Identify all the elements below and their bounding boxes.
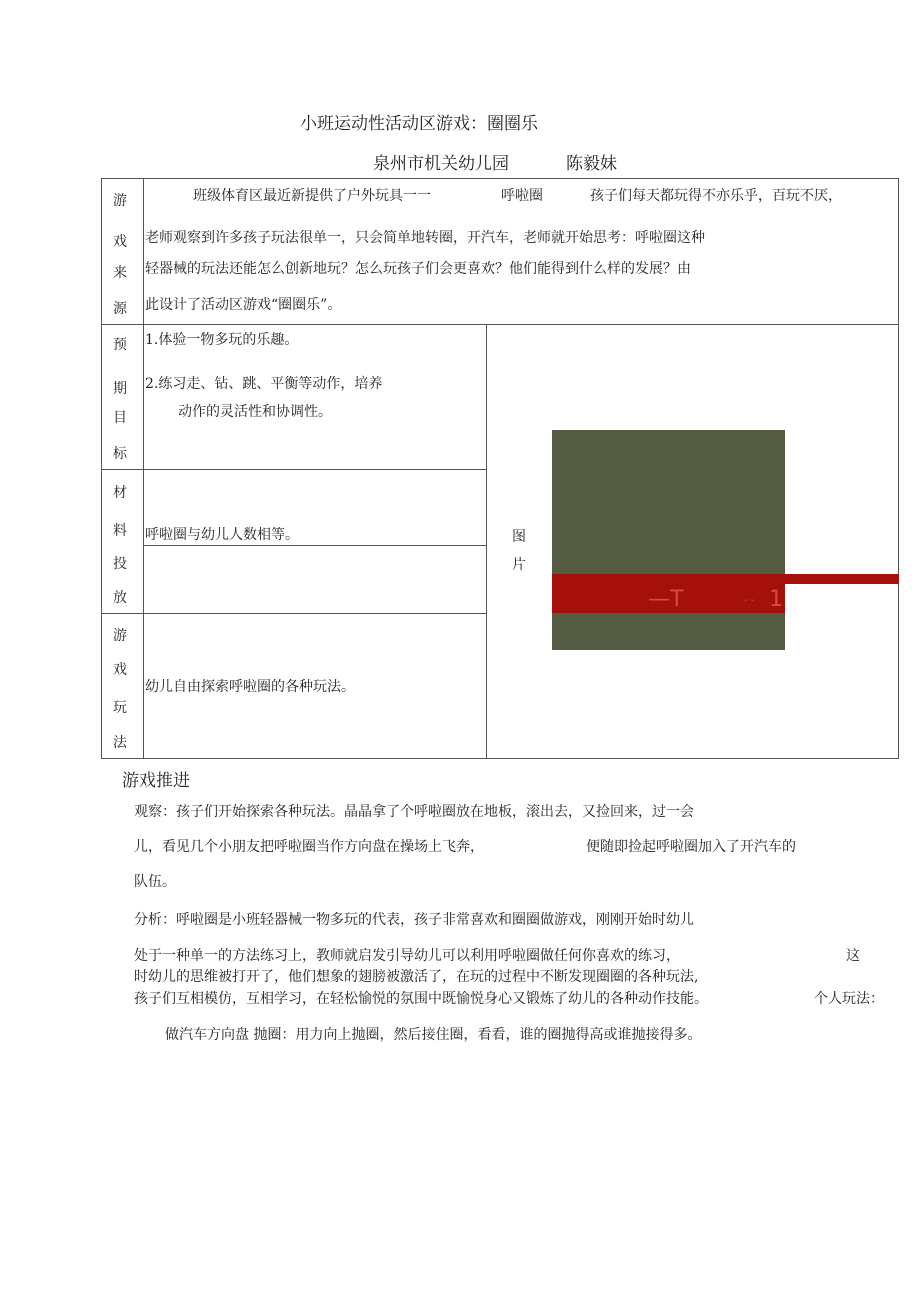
table-row-divider xyxy=(143,545,487,546)
goal-item-continued: 动作的灵活性和协调性。 xyxy=(178,404,332,420)
source-text-line: 此设计了活动区游戏“圈圈乐”。 xyxy=(145,297,342,313)
source-text-line: 班级体育区最近新提供了户外玩具一一 xyxy=(193,188,431,204)
observation-line: 儿，看见几个小朋友把呼啦圈当作方向盘在操场上飞奔， xyxy=(134,839,484,855)
table-row-divider xyxy=(101,613,487,614)
analysis-line: 个人玩法： xyxy=(814,991,884,1007)
analysis-line: 处于一种单一的方法练习上，教师就启发引导幼儿可以利用呼啦圈做任何你喜欢的练习， xyxy=(134,948,680,964)
source-text-line: 呼啦圈 xyxy=(501,188,543,204)
goal-item: 1.体验一物多玩的乐趣。 xyxy=(145,332,299,348)
photo-overlay-text: 1 xyxy=(769,587,783,612)
table-col-divider xyxy=(486,324,487,759)
table-col-divider xyxy=(143,178,144,759)
photo-red-band xyxy=(552,574,899,584)
section-heading: 游戏推进 xyxy=(122,771,190,791)
table-row-divider xyxy=(101,469,487,470)
observation-line: 便随即捡起呼啦圈加入了开汽车的 xyxy=(586,839,796,855)
goal-item: 2.练习走、钻、跳、平衡等动作，培养 xyxy=(145,376,383,392)
materials-text: 呼啦圈与幼儿人数相等。 xyxy=(145,527,299,543)
analysis-line: 做汽车方向盘 抛圈：用力向上抛圈，然后接住圈，看看，谁的圈抛得高或谁抛接得多。 xyxy=(165,1027,702,1043)
source-text-line: 老师观察到许多孩子玩法很单一，只会简单地转圈，开汽车，老师就开始思考：呼啦圈这种 xyxy=(145,230,705,246)
photo-overlay-text: —T xyxy=(648,587,684,612)
page-title: 小班运动性活动区游戏：圈圈乐 xyxy=(300,114,538,134)
source-text-line: 孩子们每天都玩得不亦乐乎，百玩不厌， xyxy=(590,188,842,204)
table-border-top xyxy=(101,178,899,179)
school-name: 泉州市机关幼儿园 xyxy=(373,154,509,174)
analysis-line: 分析：呼啦圈是小班轻器械一物多玩的代表，孩子非常喜欢和圈圈做游戏，刚刚开始时幼儿 xyxy=(134,912,694,928)
observation-line: 观察：孩子们开始探索各种玩法。晶晶拿了个呼啦圈放在地板，滚出去，又捡回来，过一会 xyxy=(134,804,694,820)
table-row-divider xyxy=(101,324,899,325)
table-border-left xyxy=(101,178,102,759)
analysis-line: 这 xyxy=(846,948,860,964)
activity-photo xyxy=(552,430,785,650)
observation-line: 队伍。 xyxy=(134,874,176,890)
table-border-bottom xyxy=(101,758,899,759)
analysis-line: 孩子们互相模仿，互相学习，在轻松愉悦的氛围中既愉悦身心又锻炼了幼儿的各种动作技能。 xyxy=(134,991,708,1007)
play-text: 幼儿自由探索呼啦圈的各种玩法。 xyxy=(145,679,355,695)
analysis-line: 时幼儿的思维被打开了，他们想象的翅膀被激活了，在玩的过程中不断发现圈圈的各种玩法, xyxy=(134,969,699,985)
author-name: 陈毅妹 xyxy=(566,154,617,174)
source-text-line: 轻器械的玩法还能怎么创新地玩？怎么玩孩子们会更喜欢？他们能得到什么样的发展？由 xyxy=(145,261,691,277)
photo-overlay-text: - - xyxy=(744,595,755,606)
table-border-right xyxy=(898,178,899,759)
